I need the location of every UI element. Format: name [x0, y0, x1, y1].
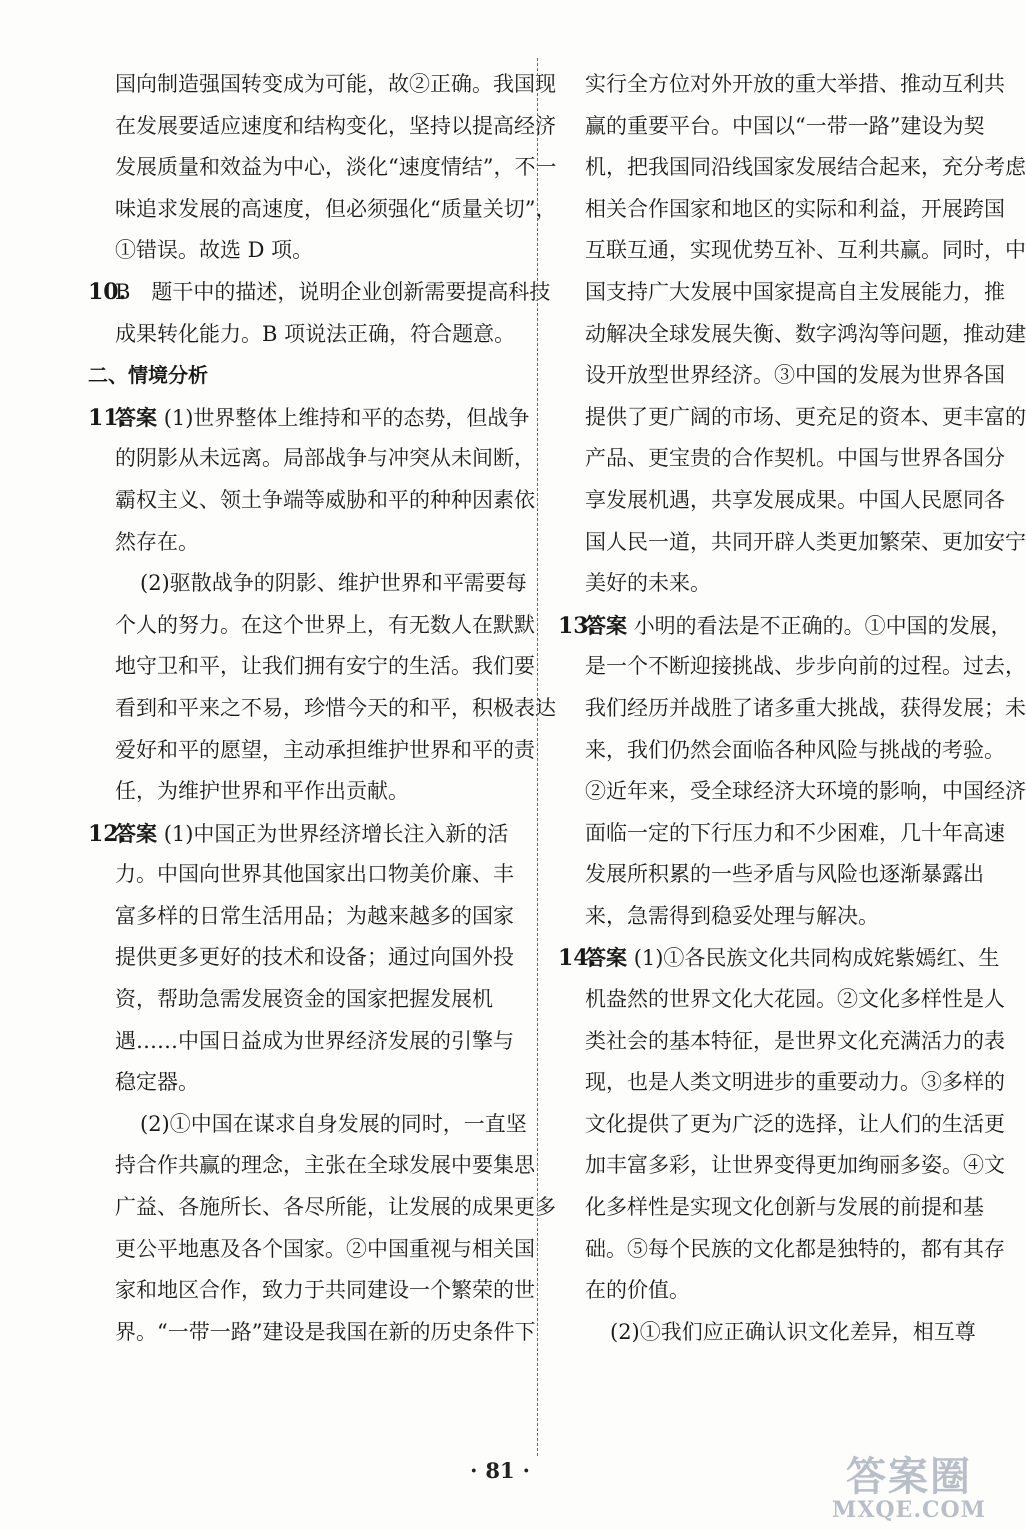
text-line: 享发展机遇，共享发展成果。中国人民愿同各	[585, 487, 1005, 512]
text-line: 持合作共赢的理念，主张在全球发展中要集思	[115, 1153, 535, 1178]
text-line: ②近年来，受全球经济大环境的影响，中国经济	[585, 779, 1026, 804]
text-line: 产品、更宝贵的合作契机。中国与世界各国分	[585, 446, 1005, 471]
question-11: 11.答案 (1)世界整体上维持和平的态势，但战争	[88, 397, 518, 439]
page-dot: ·	[522, 1458, 530, 1483]
question-number: 11.	[88, 404, 127, 431]
column-divider	[537, 58, 538, 1456]
text-line: 提供了更广阔的市场、更充足的资本、更丰富的	[585, 404, 1026, 429]
text-line: 我们经历并战胜了诸多重大挑战，获得发展；未	[585, 695, 1026, 720]
text-line: 础。⑤每个民族的文化都是独特的，都有其存	[585, 1236, 1005, 1261]
watermark-logo	[824, 1453, 994, 1523]
text-line: 任，为维护世界和平作出贡献。	[115, 779, 409, 804]
text-line: 爱好和平的愿望，主动承担维护世界和平的责	[115, 737, 535, 762]
text-line: (2)①中国在谋求自身发展的同时，一直坚	[140, 1111, 527, 1136]
text-line: 更公平地惠及各个国家。②中国重视与相关国	[115, 1236, 535, 1261]
text-line: 然存在。	[115, 529, 199, 554]
page-dot: ·	[470, 1458, 478, 1483]
question-12: 12.答案 (1)中国正为世界经济增长注入新的活	[88, 813, 518, 855]
text-line: 界。“一带一路”建设是我国在新的历史条件下	[115, 1319, 536, 1344]
text-line: 发展所积累的一些矛盾与风险也逐渐暴露出	[585, 862, 984, 887]
text-line: 广益、各施所长、各尽所能，让发展的成果更多	[115, 1195, 556, 1220]
text-line: 相关合作国家和地区的实际和利益，开展跨国	[585, 196, 1005, 221]
text-line: 的阴影从未远离。局部战争与冲突从未间断，	[115, 446, 535, 471]
answer-label: 答案	[585, 612, 627, 638]
text-line: 发展质量和效益为中心，淡化“速度情结”，不一	[115, 155, 557, 180]
text-line: 个人的努力。在这个世界上，有无数人在默默	[115, 612, 535, 637]
text-line: 互联互通，实现优势互补、互利共赢。同时，中	[585, 238, 1026, 263]
text-line: 看到和平来之不易，珍惜今天的和平，积极表达	[115, 695, 556, 720]
text-line: 来，我们仍然会面临各种风险与挑战的考验。	[585, 737, 1005, 762]
text-line: 霸权主义、领土争端等威胁和平的种种因素依	[115, 487, 535, 512]
left-column	[88, 64, 557, 1353]
answer-label: 答案	[115, 820, 157, 846]
question-13: 13.答案 小明的看法是不正确的。①中国的发展，	[558, 605, 970, 647]
text-line: 来，急需得到稳妥处理与解决。	[585, 903, 879, 928]
text-line: 味追求发展的高速度，但必须强化“质量关切”，	[115, 196, 557, 221]
text-line: 在的价值。	[585, 1278, 690, 1303]
text-line: 富多样的日常生活用品；为越来越多的国家	[115, 903, 514, 928]
question-number: 13.	[558, 612, 597, 639]
text-line: (2)①我们应正确认识文化差异，相互尊	[610, 1319, 976, 1344]
text-line: 是一个不断迎接挑战、步步向前的过程。过去，	[585, 654, 1026, 679]
section-heading: 二、情境分析	[88, 363, 208, 388]
text-line: 实行全方位对外开放的重大举措、推动互利共	[585, 72, 1005, 96]
text-line: 国支持广大发展中国家提高自主发展能力，推	[585, 279, 1005, 304]
text-line: 在发展要适应速度和结构变化，坚持以提高经济	[115, 113, 556, 138]
text-line: 现，也是人类文明进步的重要动力。③多样的	[585, 1070, 1005, 1095]
text-line: 力。中国向世界其他国家出口物美价廉、丰	[115, 862, 514, 887]
question-number: 14.	[558, 945, 597, 972]
text-line: 加丰富多彩，让世界变得更加绚丽多姿。④文	[585, 1153, 1005, 1178]
text-line: 提供更多更好的技术和设备；通过向国外投	[115, 945, 514, 970]
text-line: 设开放型世界经济。③中国的发展为世界各国	[585, 363, 1005, 388]
question-14: 14.答案 (1)①各民族文化共同构成姹紫嫣红、生	[558, 937, 970, 979]
watermark-url: MXQE.COM	[831, 1497, 987, 1523]
text-line: 家和地区合作，致力于共同建设一个繁荣的世	[115, 1278, 535, 1303]
question-10: 10.B 题干中的描述，说明企业创新需要提高科技	[88, 272, 518, 314]
text-line: 文化提供了更为广泛的选择，让人们的生活更	[585, 1111, 1005, 1136]
text-line: (2)驱散战争的阴影、维护世界和平需要每	[140, 571, 527, 596]
text-line: 国向制造强国转变成为可能，故②正确。我国现	[115, 72, 556, 96]
text-line: 资，帮助急需发展资金的国家把握发展机	[115, 987, 493, 1012]
text-line: 地守卫和平，让我们拥有安宁的生活。我们要	[115, 654, 535, 679]
text-line: 机盎然的世界文化大花园。②文化多样性是人	[585, 987, 1005, 1012]
text-line: 遇……中国日益成为世界经济发展的引擎与	[115, 1028, 514, 1053]
right-column	[558, 64, 1026, 1353]
text-line: 赢的重要平台。中国以“一带一路”建设为契	[585, 113, 985, 138]
text-line: 稳定器。	[115, 1070, 199, 1095]
text-line: 美好的未来。	[585, 571, 711, 596]
text-line: 动解决全球发展失衡、数字鸿沟等问题，推动建	[585, 321, 1026, 346]
text-line: ①错误。故选 D 项。	[115, 238, 314, 263]
text-line: 机，把我国同沿线国家发展结合起来，充分考虑	[585, 155, 1026, 180]
text-line: 国人民一道，共同开辟人类更加繁荣、更加安宁	[585, 529, 1026, 554]
answer-label: 答案	[585, 945, 627, 971]
text-line: 成果转化能力。B 项说法正确，符合题意。	[115, 321, 516, 346]
text-line: 类社会的基本特征，是世界文化充满活力的表	[585, 1028, 1005, 1053]
question-number: 12.	[88, 820, 127, 847]
answer-label: 答案	[115, 404, 157, 430]
text-line: 面临一定的下行压力和不少困难，几十年高速	[585, 820, 1005, 845]
watermark-text: 答案圈	[846, 1453, 972, 1500]
question-number: 10.	[88, 278, 127, 305]
page-number-value: 81	[485, 1458, 515, 1483]
text-line: 化多样性是实现文化创新与发展的前提和基	[585, 1195, 984, 1220]
